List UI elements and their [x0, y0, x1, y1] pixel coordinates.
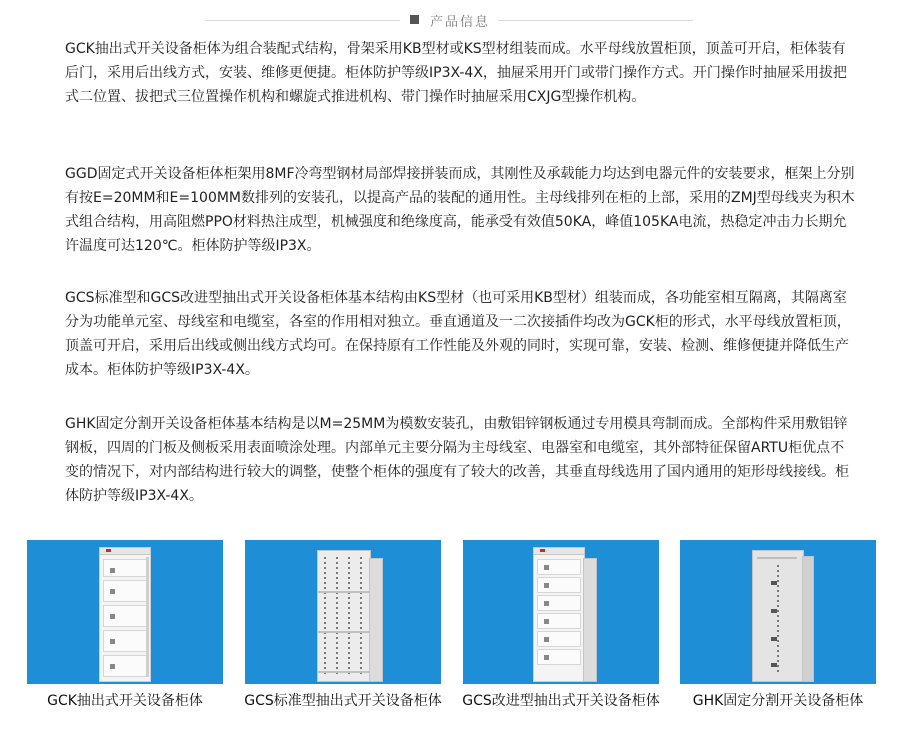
product-card-ghk[interactable] [680, 540, 876, 709]
cabinet-side [369, 558, 383, 682]
product-image-gcs-improved[interactable] [463, 540, 659, 684]
header-divider-right [498, 20, 693, 21]
cabinet-illustration [752, 550, 804, 682]
product-image-gcs-standard[interactable] [245, 540, 441, 684]
product-caption-gck[interactable]: GCK抽出式开关设备柜体 [47, 693, 203, 709]
product-caption-gcs-standard[interactable]: GCS标准型抽出式开关设备柜体 [244, 693, 442, 709]
cabinet-illustration [99, 552, 151, 682]
product-caption-ghk[interactable]: GHK固定分割开关设备柜体 [692, 693, 864, 709]
paragraph-ghk: GHK固定分割开关设备柜体基本结构是以M=25MM为模数安装孔，由敷铝锌钢板通过专用模具弯制而成。全部构件采用敷铝锌钢板，四周的门板及侧板采用表面喷涂处理。内部单元主要分隔为主母线室、电器室和电缆室，其外部特征保留ARTU柜优点不变的情况下，对内部结构进行较大的调整，使整个柜体的强度有了较大的改善，其垂直母线选用了国内通用的矩形母线接线。柜体防护等级IP3X-4X。 [65, 416, 849, 504]
paragraph-gck: GCK抽出式开关设备柜体为组合装配式结构，骨架采用KB型材或KS型材组装而成。水平母线放置柜顶，顶盖可开启，柜体装有后门，采用后出线方式，安装、维修更便捷。柜体防护等级IP3X-4X，抽屉采用开门或带门操作方式。开门操作时抽屉采用拔把式二位置、拔把式三位置操作机构和螺旋式推进机构、带门操作时抽屉采用CXJG型操作机构。 [65, 41, 847, 105]
product-card-gcs-improved[interactable] [462, 540, 660, 709]
square-bullet-icon [410, 15, 419, 24]
product-card-gcs-standard[interactable] [244, 540, 442, 709]
cabinet-illustration [317, 550, 371, 682]
header-divider-left [205, 20, 400, 21]
cabinet-side [802, 556, 814, 682]
product-image-ghk[interactable] [680, 540, 876, 684]
section-title: 产品信息 [430, 15, 491, 30]
section-header [0, 10, 900, 30]
paragraph-ggd: GGD固定式开关设备柜体柜架用8MF冷弯型钢材局部焊接拼装而成，其刚性及承载能力均达到电器元件的安装要求，框架上分别有按E=20MM和E=100MM数排列的安装孔，以提高产品的装配的通用性。主母线排列在柜的上部，采用的ZMJ型母线夹为积木式组合结构，用高阻燃PPO材料热注成型，机械强度和绝缘度高，能承受有效值50KA，峰值105KA电流，热稳定冲击力长期允许温度可达120℃。柜体防护等级IP3X。 [65, 166, 855, 254]
cabinet-illustration [533, 552, 585, 682]
product-card-gck[interactable] [27, 540, 223, 709]
cabinet-side [583, 558, 597, 682]
product-image-gck[interactable] [27, 540, 223, 684]
paragraph-gcs: GCS标准型和GCS改进型抽出式开关设备柜体基本结构由KS型材（也可采用KB型材）组装而成，各功能室相互隔离，其隔离室分为功能单元室、母线室和电缆室，各室的作用相对独立。垂直通道及一二次接插件均改为GCK柜的形式，水平母线放置柜顶，顶盖可开启，采用后出线或侧出线方式均可。在保持原有工作性能及外观的同时，实现可靠，安装、检测、维修便捷并降低生产成本。柜体防护等级IP3X-4X。 [65, 290, 851, 378]
product-caption-gcs-improved[interactable]: GCS改进型抽出式开关设备柜体 [462, 693, 660, 709]
